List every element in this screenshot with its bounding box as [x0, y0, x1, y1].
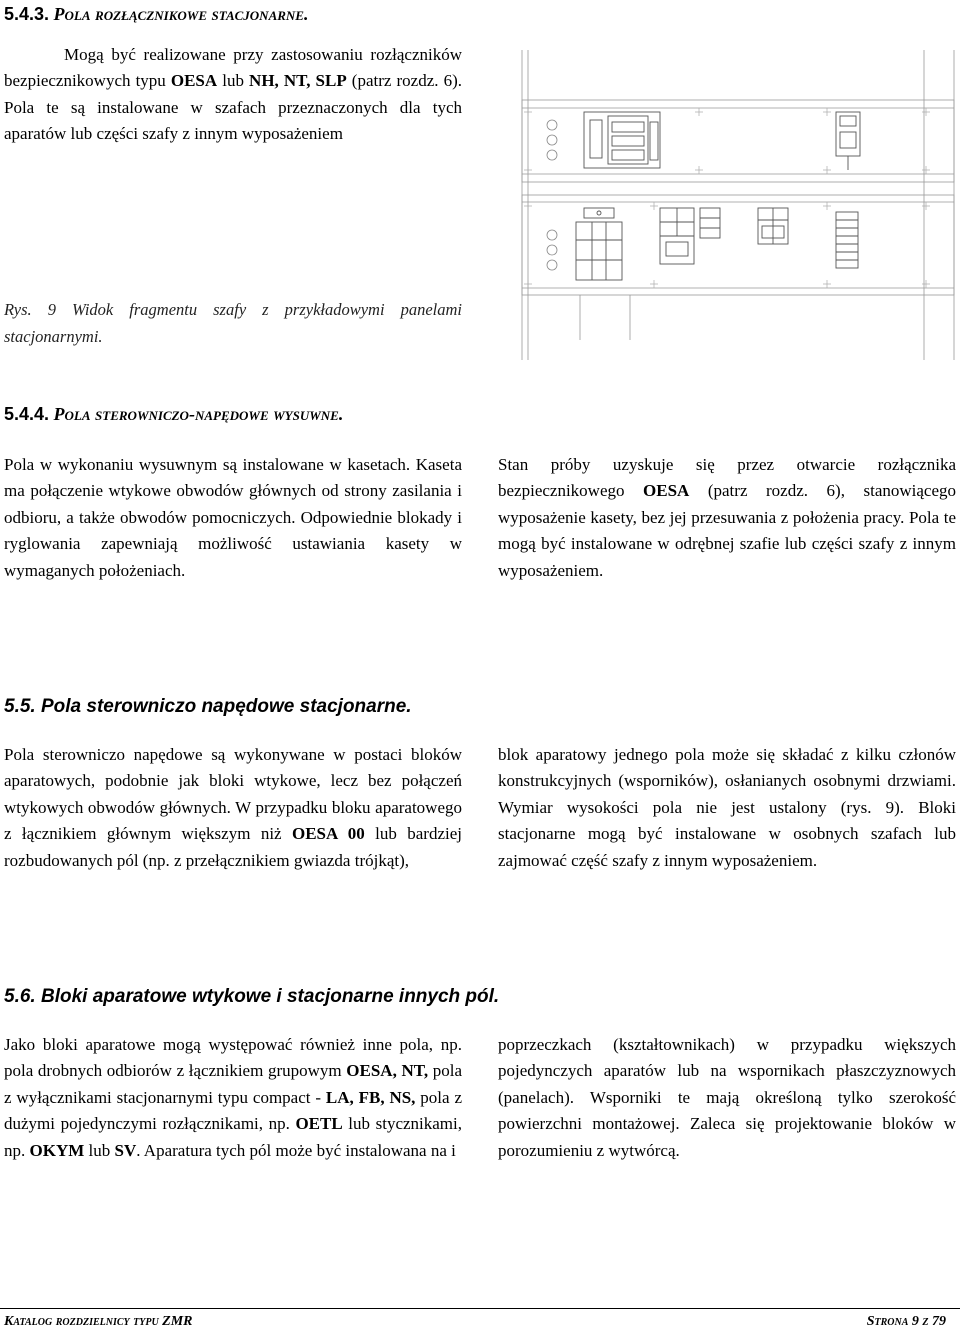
- section-5-5-heading: 5.5. Pola sterowniczo napędowe stacjonarne.: [4, 696, 412, 717]
- paragraph-5-6-right: poprzeczkach (kształtownikach) w przypadku większych pojedynczych aparatów lub na wspornikach płaszczyznowych (panelach). Wsporniki te mają określoną tylko szerokość powierzchni montażowej. Zaleca się projektowanie bloków w porozumieniu z wytwórcą.: [498, 1035, 956, 1160]
- section-title: Pola sterowniczo-napędowe wysuwne.: [53, 404, 344, 424]
- figure-caption: Rys. 9 Widok fragmentu szafy z przykładowymi panelami stacjonarnymi.: [4, 300, 462, 346]
- section-number: 5.4.3.: [4, 4, 50, 24]
- footer-catalog-title: Katalog rozdzielnicy typu ZMR: [4, 1314, 193, 1329]
- paragraph-5-6-left: Jako bloki aparatowe mogą występować również inne pola, np. pola drobnych odbiorów z łącznikiem grupowym OESA, NT, pola z wyłącznikami stacjonarnymi typu compact - LA, FB, NS, pola z dużymi pojedynczymi rozłącznikami, np. OETL lub stycznikami, np. OKYM lub SV. Aparatura tych pól może być instalowana na i: [4, 1035, 463, 1160]
- section-number: 5.4.4.: [4, 404, 50, 424]
- footer-page-number: Strona 9 z 79: [866, 1314, 946, 1329]
- switchboard-drawing: [520, 50, 958, 360]
- paragraph-5-4-3: Mogą być realizowane przy zastosowaniu rozłączników bezpiecznikowych typu OESA lub NH, NT, SLP (patrz rozdz. 6). Pola te są instalowane w szafach przeznaczonych dla tych aparatów lub części szafy z innym wyposażeniem: [4, 45, 462, 144]
- page-footer: [0, 1308, 960, 1329]
- paragraph-5-5-left: Pola sterowniczo napędowe są wykonywane w postaci bloków aparatowych, podobnie jak bloki wtykowe, lecz bez połączeń wtykowych obwodów głównych. W przypadku bloku aparatowego z łącznikiem głównym większym niż OESA 00 lub bardziej rozbudowanych pól (np. z przełącznikiem gwiazda trójkąt),: [4, 745, 462, 870]
- section-5-4-3-heading: [4, 4, 308, 25]
- paragraph-5-4-4-right: Stan próby uzyskuje się przez otwarcie rozłącznika bezpiecznikowego OESA (patrz rozdz. 6), stanowiącego wyposażenie kasety, bez jej przesuwania z położenia pracy. Pola te mogą być instalowane w odrębnej szafie lub części szafy z innym wyposażeniem.: [498, 455, 956, 580]
- section-title: Pola rozłącznikowe stacjonarne.: [53, 4, 309, 24]
- section-5-6-heading: 5.6. Bloki aparatowe wtykowe i stacjonarne innych pól.: [4, 986, 500, 1007]
- paragraph-5-4-4-left: Pola w wykonaniu wysuwnym są instalowane w kasetach. Kaseta ma połączenie wtykowe obwodów głównych od strony zasilania i odbioru, a także obwodów pomocniczych. Odpowiednie blokady i ryglowania zapewniają możliwość ustawiania kasety w wymaganych położeniach.: [4, 455, 462, 580]
- paragraph-5-5-right: blok aparatowy jednego pola może się składać z kilku członów konstrukcyjnych (wsporników), osłanianych osobnymi drzwiami. Wymiar wysokości pola nie jest ustalony (rys. 9). Bloki stacjonarne mogą być instalowane w osobnych szafach lub zajmować część szafy z innym wyposażeniem.: [498, 745, 956, 870]
- section-5-4-4-heading: [4, 404, 343, 425]
